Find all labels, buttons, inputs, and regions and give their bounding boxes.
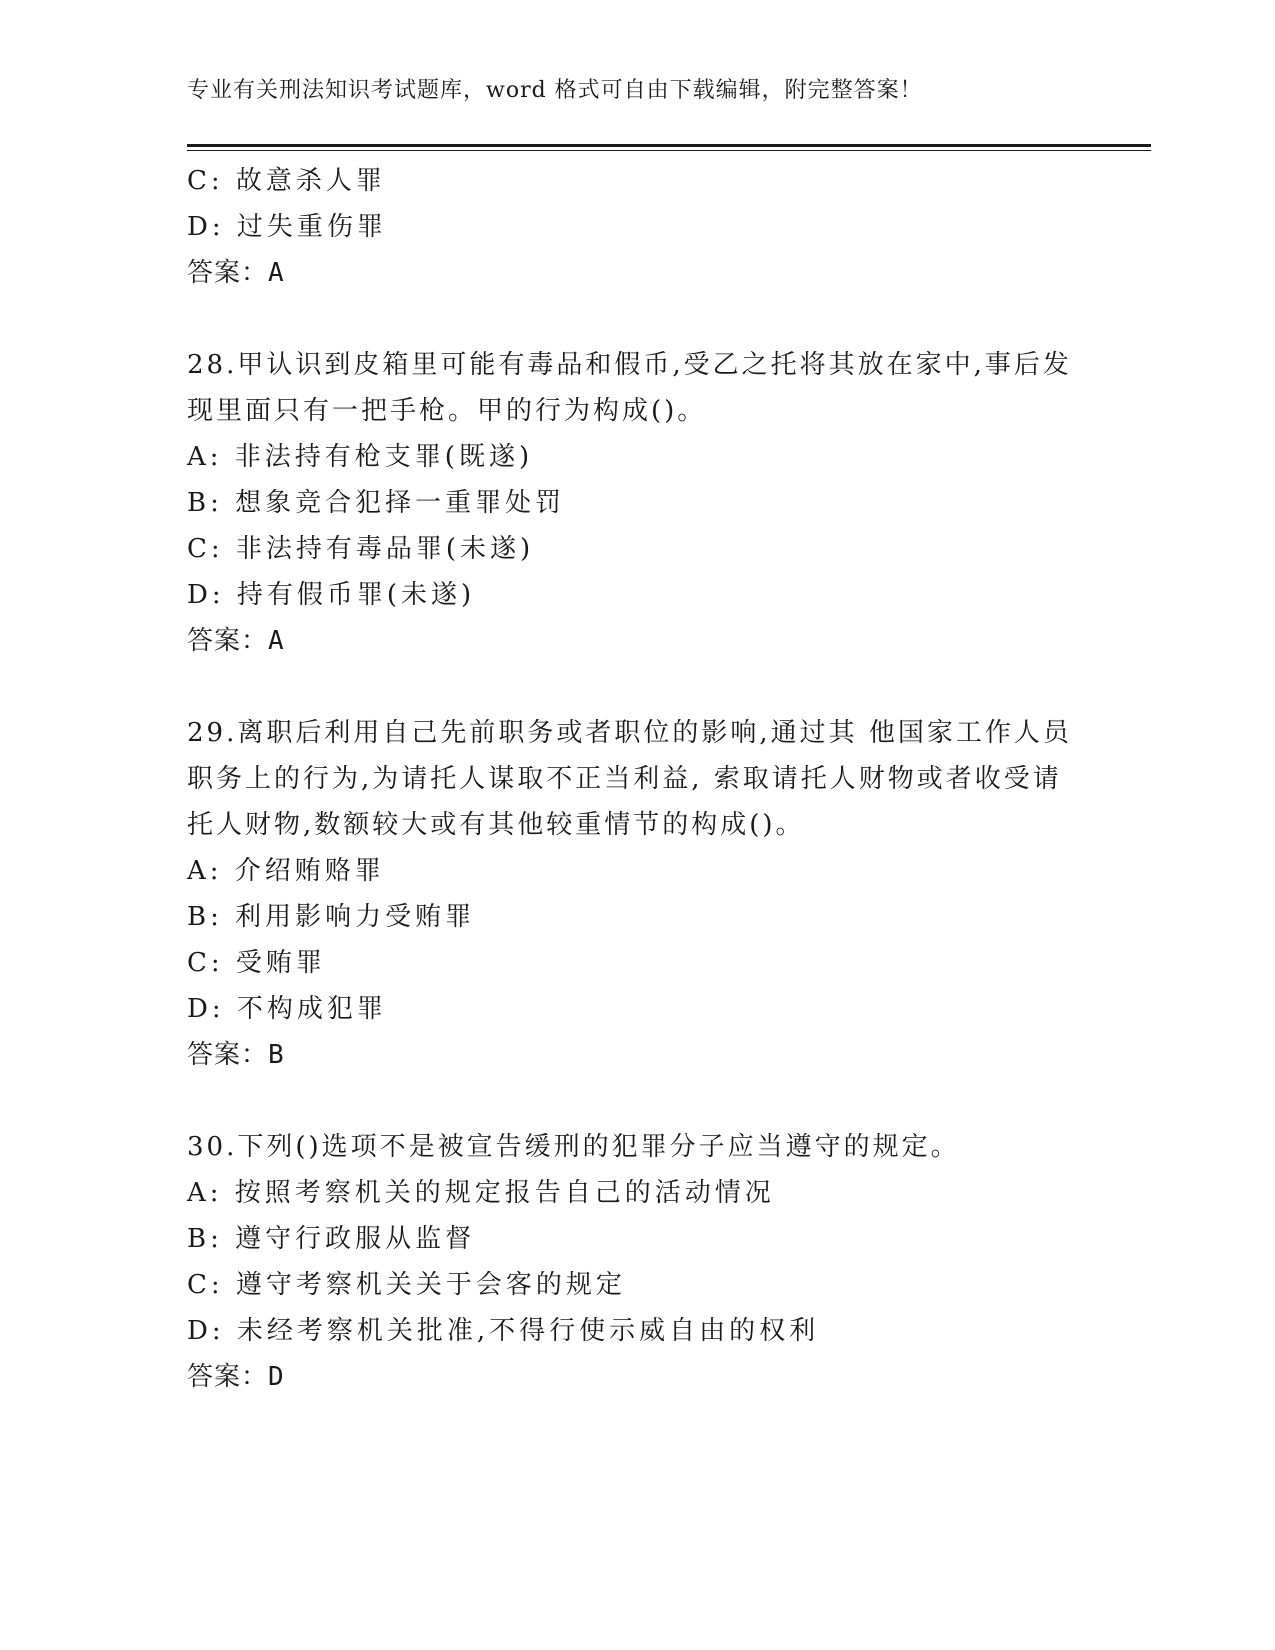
answer-label: 答案： — [187, 626, 269, 656]
option-c: C: 非法持有毒品罪(未遂) — [187, 534, 535, 564]
answer-line — [187, 1032, 1087, 1078]
option-a: A: 介绍贿赂罪 — [187, 856, 385, 886]
stem-line: 托人财物,数额较大或有其他较重情节的构成()。 — [187, 810, 805, 840]
option-c: C: 故意杀人罪 — [187, 166, 386, 196]
answer-line — [187, 1354, 1087, 1400]
question-30 — [187, 1124, 1087, 1400]
answer-label: 答案： — [187, 258, 269, 288]
option-d: D: 未经考察机关批准,不得行使示威自由的权利 — [187, 1316, 820, 1346]
stem-line: 30.下列()选项不是被宣告缓刑的犯罪分子应当遵守的规定。 — [187, 1132, 960, 1162]
question-28 — [187, 342, 1087, 664]
stem-line: 29.离职后利用自己先前职务或者职位的影响,通过其 他国家工作人员 — [187, 718, 1072, 748]
header-rule-thick — [187, 144, 1151, 147]
option-a: A: 按照考察机关的规定报告自己的活动情况 — [187, 1178, 775, 1208]
answer-line — [187, 250, 1087, 296]
question-stem — [187, 710, 1087, 848]
option-b: B: 利用影响力受贿罪 — [187, 902, 476, 932]
answer-value: B — [268, 1040, 285, 1070]
answer-line — [187, 618, 1087, 664]
stem-line: 职务上的行为,为请托人谋取不正当利益, 索取请托人财物或者收受请 — [187, 764, 1062, 794]
option-c: C: 受贿罪 — [187, 948, 326, 978]
option-a: A: 非法持有枪支罪(既遂) — [187, 442, 534, 472]
stem-line: 现里面只有一把手枪。甲的行为构成()。 — [187, 396, 707, 426]
option-c: C: 遵守考察机关关于会客的规定 — [187, 1270, 626, 1300]
question-stem — [187, 342, 1087, 434]
question-29 — [187, 710, 1087, 1078]
previous-question-options — [187, 158, 1087, 250]
question-stem — [187, 1124, 1087, 1170]
document-body — [187, 158, 1087, 1400]
option-d: D: 过失重伤罪 — [187, 212, 387, 242]
stem-line: 28.甲认识到皮箱里可能有毒品和假币,受乙之托将其放在家中,事后发 — [187, 350, 1072, 380]
answer-label: 答案： — [187, 1040, 269, 1070]
option-b: B: 遵守行政服从监督 — [187, 1224, 476, 1254]
page-header: 专业有关刑法知识考试题库，word 格式可自由下载编辑，附完整答案！ — [187, 78, 923, 103]
answer-label: 答案： — [187, 1362, 269, 1392]
header-rule-thin — [187, 150, 1151, 151]
option-d: D: 不构成犯罪 — [187, 994, 387, 1024]
answer-value: A — [268, 626, 285, 656]
option-d: D: 持有假币罪(未遂) — [187, 580, 476, 610]
option-b: B: 想象竞合犯择一重罪处罚 — [187, 488, 566, 518]
answer-value: A — [268, 258, 285, 288]
answer-value: D — [268, 1362, 285, 1392]
